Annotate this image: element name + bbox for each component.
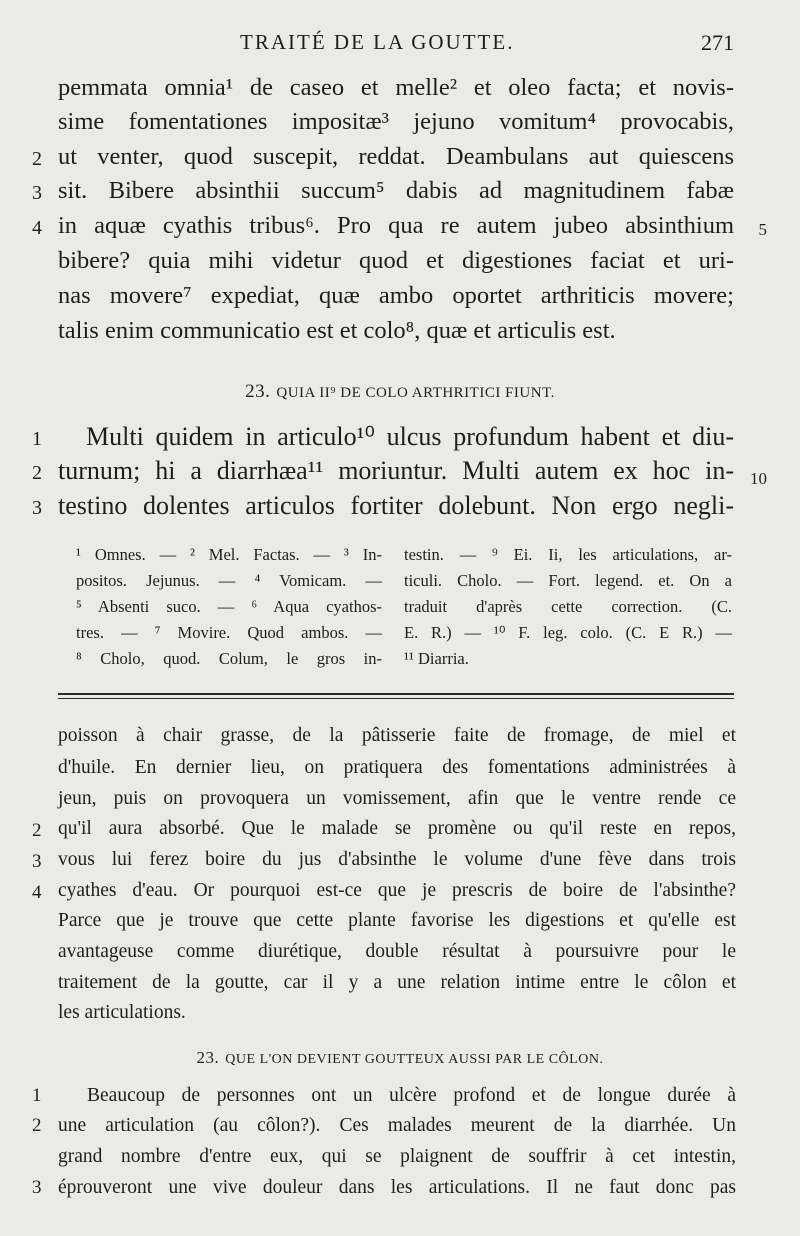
french-section-line: Beaucoup de personnes ont un ulcère profond et de longue durée à — [87, 1085, 736, 1106]
french-section-line: éprouveront une vive douleur dans les articulations. Il ne faut donc pas — [58, 1177, 736, 1198]
french-section-line: grand nombre d'entre eux, qui se plaignent de souffrir à cet intestin, — [58, 1146, 736, 1167]
latin-line: bibere? quia mihi videtur quod et digestiones faciat et uri- — [58, 247, 734, 274]
line-number: 3 — [32, 182, 42, 204]
running-title: TRAITÉ DE LA GOUTTE. — [240, 30, 515, 54]
footnote-line: ticuli. Cholo. — Fort. legend. et. On a — [404, 571, 732, 590]
line-number: 1 — [32, 1085, 42, 1106]
line-number: 2 — [32, 1115, 42, 1136]
footnote-line: tres. — ⁷ Movire. Quod ambos. — — [76, 623, 382, 642]
french-line: traitement de la goutte, car il y a une relation intime entre le côlon et — [58, 972, 736, 993]
line-number: 3 — [32, 1177, 42, 1198]
french-line: d'huile. En dernier lieu, on pratiquera des fomentations administrées à — [58, 757, 736, 778]
latin-section-heading — [0, 381, 800, 403]
latin-line: sime fomentationes impositæ³ jejuno vomitum⁴ provocabis, — [58, 108, 734, 135]
latin-line: talis enim communicatio est et colo⁸, quæ et articulis est. — [58, 317, 616, 344]
french-line: jeun, puis on provoquera un vomissement, afin que le ventre rende ce — [58, 788, 736, 809]
line-number: 4 — [32, 217, 42, 239]
french-line: qu'il aura absorbé. Que le malade se promène ou qu'il reste en repos, — [58, 818, 736, 839]
footnote-line: ¹¹ Diarria. — [404, 649, 469, 668]
french-line: poisson à chair grasse, de la pâtisserie faite de fromage, de miel et — [58, 725, 736, 746]
latin-line: sit. Bibere absinthii succum⁵ dabis ad magnitudinem fabæ — [58, 177, 734, 204]
french-line: Parce que je trouve que cette plante favorise les digestions et qu'elle est — [58, 910, 736, 931]
footnotes-left-column — [76, 542, 382, 672]
separator-rule — [58, 693, 734, 695]
latin-line: nas movere⁷ expediat, quæ ambo oportet arthriticis movere; — [58, 282, 734, 309]
line-number: 3 — [32, 851, 42, 872]
footnote-line: E. R.) — ¹⁰ F. leg. colo. (C. E R.) — — [404, 623, 732, 642]
line-number: 1 — [32, 428, 42, 450]
line-number: 4 — [32, 882, 42, 903]
latin-line: ut venter, quod suscepit, reddat. Deambulans aut quiescens — [58, 143, 734, 170]
page-header — [0, 30, 800, 60]
french-section-heading — [0, 1048, 800, 1068]
latin-section-line: turnum; hi a diarrhæa¹¹ moriuntur. Multi autem ex hoc in- — [58, 456, 734, 485]
french-line: vous lui ferez boire du jus d'absinthe le volume d'une fève dans trois — [58, 849, 736, 870]
latin-section-line: Multi quidem in articulo¹⁰ ulcus profundum habent et diu- — [86, 422, 734, 451]
section-number: 23. — [196, 1048, 220, 1067]
footnote-line: ⁵ Absenti suco. — ⁶ Aqua cyathos- — [76, 597, 382, 616]
french-line: les articulations. — [58, 1002, 186, 1023]
line-number: 3 — [32, 497, 42, 519]
section-title: QUIA II⁹ DE COLO ARTHRITICI FIUNT. — [276, 385, 555, 401]
footnote-line: testin. — ⁹ Ei. Ii, les articulations, ar- — [404, 545, 732, 564]
line-number: 2 — [32, 148, 42, 170]
margin-line-count: 5 — [758, 220, 767, 239]
footnote-line: traduit d'après cette correction. (C. — [404, 597, 732, 616]
french-line: cyathes d'eau. Or pourquoi est-ce que je prescris de boire de l'absinthe? — [58, 880, 736, 901]
margin-line-count: 10 — [750, 469, 767, 488]
footnote-line: ¹ Omnes. — ² Mel. Factas. — ³ In- — [76, 545, 382, 564]
latin-line: pemmata omnia¹ de caseo et melle² et oleo facta; et novis- — [58, 74, 734, 101]
footnotes-right-column — [404, 542, 732, 672]
french-line: avantageuse comme diurétique, double résultat à poursuivre pour le — [58, 941, 736, 962]
footnote-line: ⁸ Cholo, quod. Colum, le gros in- — [76, 649, 382, 668]
separator-rule — [58, 698, 734, 699]
line-number: 2 — [32, 462, 42, 484]
line-number: 2 — [32, 820, 42, 841]
french-section-line: une articulation (au côlon?). Ces malades meurent de la diarrhée. Un — [58, 1115, 736, 1136]
section-number: 23. — [245, 381, 271, 402]
footnote-line: positos. Jejunus. — ⁴ Vomicam. — — [76, 571, 382, 590]
page-number: 271 — [701, 30, 734, 55]
latin-line: in aquæ cyathis tribus⁶. Pro qua re autem jubeo absinthium — [58, 212, 734, 239]
latin-section-line: testino dolentes articulos fortiter dolebunt. Non ergo negli- — [58, 491, 734, 520]
section-title: QUE L'ON DEVIENT GOUTTEUX AUSSI PAR LE CÔLON. — [225, 1052, 604, 1067]
